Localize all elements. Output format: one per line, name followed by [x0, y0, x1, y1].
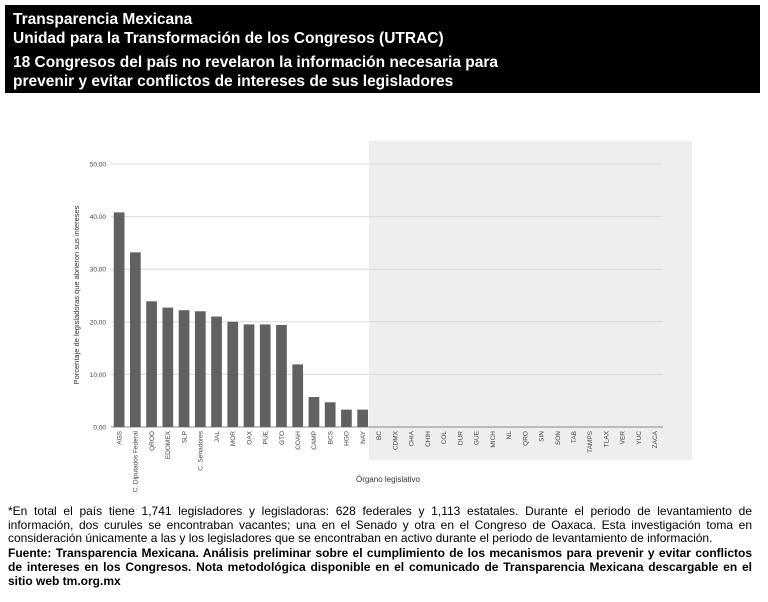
x-tick-label-coah: COAH: [295, 431, 303, 450]
x-tick-label-dur: DUR: [457, 431, 465, 446]
x-tick-label-gue: GUE: [473, 431, 481, 446]
x-tick-label-zaca: ZACA: [652, 431, 660, 449]
x-axis-label: Órgano legislativo: [355, 475, 421, 484]
unit-name: Unidad para la Transformación de los Congresos (UTRAC): [13, 30, 444, 47]
x-tick-label-edomex: EDOMEX: [165, 431, 173, 460]
y-tick-label-5: 50,00: [89, 161, 106, 169]
bar-pue: [260, 324, 271, 427]
bar-mor: [227, 322, 238, 427]
bar-edomex: [162, 308, 173, 427]
x-tick-label-tamps: TAMPS: [587, 431, 595, 453]
footnote: *En total el país tiene 1,741 legisladores y legisladoras: 628 federales y 1,113 estatales. Durante el periodo de levantamiento de información, dos curules se encontraban vacantes; una en el Senado y otra en el Congreso de Oaxaca. Esta investigación toma en consideración únicamente a las y los legisladores que se encontraban en activo durante el periodo de levantamiento de información.: [8, 504, 752, 545]
organization-name: Transparencia Mexicana: [13, 11, 193, 28]
x-tick-label-nay: NAY: [359, 431, 367, 444]
y-tick-label-2: 20,00: [89, 319, 106, 327]
x-tick-label-qroo: QROO: [148, 431, 156, 451]
x-tick-label-jal: JAL: [213, 431, 221, 443]
y-tick-label-3: 30,00: [89, 266, 106, 274]
x-tick-label-col: COL: [441, 431, 449, 445]
x-tick-label-ver: VER: [619, 431, 627, 445]
x-tick-label-tab: TAB: [571, 431, 579, 444]
bar-nay: [357, 410, 368, 427]
y-axis-ticks: [90, 162, 107, 432]
bar-ags: [114, 212, 125, 427]
x-tick-label-slp: SLP: [181, 431, 189, 444]
x-tick-label-chia: CHIA: [408, 431, 416, 447]
source-note: Fuente: Transparencia Mexicana. Análisis preliminar sobre el cumplimiento de los mecanismos para prevenir y evitar conflictos de intereses en los Congresos. Nota metodológica disponible en el comunicado de Transparencia Mexicana descargable en el sitio web tm.org.mx: [8, 546, 752, 588]
x-tick-label-qro: QRO: [522, 431, 530, 446]
bar-c-diputados-federal: [130, 252, 141, 427]
bar-slp: [179, 310, 190, 427]
x-tick-label-tlax: TLAX: [603, 431, 611, 448]
x-tick-label-gto: GTO: [278, 431, 286, 445]
no-information-shaded-region: [369, 141, 692, 460]
headline-line-2: prevenir y evitar conflictos de intereses de sus legisladores: [13, 73, 454, 90]
y-axis-label: Porcentaje de legisladoras que abrieron sus intereses: [72, 205, 81, 385]
x-tick-label-c-senadores: C. Senadores: [197, 431, 205, 471]
bar-c-senadores: [195, 311, 206, 427]
bar-hgo: [341, 410, 352, 427]
x-tick-label-sin: SIN: [538, 431, 546, 442]
bar-camp: [309, 397, 320, 427]
bar-coah: [292, 364, 303, 427]
bar-oax: [244, 324, 255, 427]
x-tick-label-c-diputados-federal: C. Diputados Federal: [132, 431, 140, 493]
x-tick-label-chih: CHIH: [424, 431, 432, 447]
x-tick-label-oax: OAX: [246, 431, 254, 445]
x-tick-label-mich: MICH: [489, 431, 497, 448]
x-tick-label-nl: NL: [506, 431, 514, 440]
bar-qroo: [146, 301, 157, 427]
x-tick-label-ags: AGS: [116, 431, 124, 445]
x-tick-label-bc: BC: [376, 431, 384, 441]
bar-jal: [211, 317, 222, 427]
y-tick-label-1: 10,00: [89, 371, 106, 379]
x-tick-label-camp: CAMP: [311, 431, 319, 450]
bars: [114, 212, 368, 427]
x-tick-label-yuc: YUC: [635, 431, 643, 445]
x-tick-label-son: SON: [554, 431, 562, 446]
bar-bcs: [325, 402, 336, 427]
bar-gto: [276, 325, 287, 427]
y-tick-label-4: 40,00: [89, 214, 106, 222]
headline-line-1: 18 Congresos del país no revelaron la información necesaria para: [13, 54, 498, 71]
x-tick-label-hgo: HGO: [343, 431, 351, 446]
x-tick-label-cdmx: CDMX: [392, 431, 400, 451]
y-tick-label-0: 0,00: [93, 424, 106, 432]
x-tick-label-bcs: BCS: [327, 431, 335, 445]
x-tick-label-pue: PUE: [262, 431, 270, 445]
x-tick-label-mor: MOR: [230, 431, 238, 447]
